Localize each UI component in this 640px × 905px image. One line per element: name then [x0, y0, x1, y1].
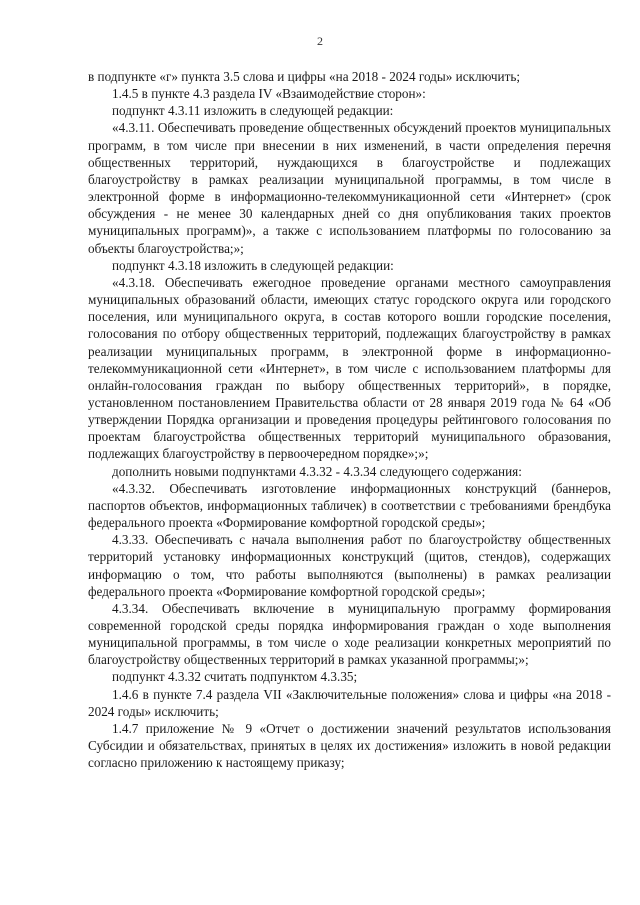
paragraph-4-3-34-text: 4.3.34. Обеспечивать включение в муниципальную программу формирования современной городской среды порядка информирования граждан о ходе выполнения муниципальной программы, в том числе о ходе реализации конкретных мероприятий по благоустройству общественных территорий в рамках указанной программы;»;: [88, 600, 611, 668]
paragraph-4-3-33-text: 4.3.33. Обеспечивать с начала выполнения работ по благоустройству общественных территорий установку информационных конструкций (щитов, стендов), содержащих информацию о том, что работы выполняются (выполнены) в рамках реализации федерального проекта «Формирование комфортной городской среды»;: [88, 532, 611, 599]
paragraph-1-4-5: 1.4.5 в пункте 4.3 раздела IV «Взаимодействие сторон»:: [112, 86, 426, 102]
document-body: [88, 68, 611, 771]
paragraph-4-3-32-text: «4.3.32. Обеспечивать изготовление информационных конструкций (баннеров, паспортов объектов, информационных табличек) в соответствии с требованиями брендбука федерального проекта «Формирование комфортной городской среды»;: [88, 480, 611, 531]
paragraph-new-subclauses-intro: дополнить новыми подпунктами 4.3.32 - 4.3.34 следующего содержания:: [112, 463, 522, 479]
page-number: 2: [317, 34, 323, 48]
paragraph-4-3-18-text: «4.3.18. Обеспечивать ежегодное проведение органами местного самоуправления муниципальных образований области, имеющих статус городского округа или городского поселения, или муниципального округа, в состав которого вошли городские поселения, голосования по отбору общественных территорий, подлежащих благоустройству в рамках реализации муниципальных программ, в электронной форме в информационно-телекоммуникационной сети «Интернет», в том числе с использованием платформы для онлайн-голосования граждан по выбору общественных территорий», в порядке, установленном постановлением Правительства области от 28 января 2019 года № 64 «Об утверждении Порядка организации и проведения процедуры рейтингового голосования по проектам благоустройства общественных территорий муниципального образования, подлежащих благоустройству в первоочередном порядке»;»;: [88, 274, 611, 462]
paragraph-4-3-11-intro: подпункт 4.3.11 изложить в следующей редакции:: [112, 103, 394, 119]
paragraph-1-4-7: 1.4.7 приложение № 9 «Отчет о достижении значений результатов использования Субсидии и обязательствах, принятых в целях их достижения» изложить в новой редакции согласно приложению к настоящему приказу;: [88, 720, 611, 771]
paragraph-4-3-18-intro: подпункт 4.3.18 изложить в следующей редакции:: [112, 257, 394, 273]
paragraph-clause-3-5: в подпункте «г» пункта 3.5 слова и цифры «на 2018 - 2024 годы» исключить;: [88, 69, 521, 84]
paragraph-4-3-11-text: «4.3.11. Обеспечивать проведение общественных обсуждений проектов муниципальных программ, в том числе при внесении в них изменений, в части определения перечня общественных территорий, нуждающихся в благоустройстве и подлежащих благоустройству в рамках реализации муниципальной программы, в том числе в электронной форме в информационно-телекоммуникационной сети «Интернет» (срок обсуждения - не менее 30 календарных дней со дня опубликования таких проектов муниципальных программ)», а также с использованием платформы по голосованию за объекты благоустройства;»;: [88, 120, 611, 256]
paragraph-renumber-4-3-32: подпункт 4.3.32 считать подпунктом 4.3.35;: [112, 669, 358, 685]
paragraph-1-4-6: 1.4.6 в пункте 7.4 раздела VII «Заключительные положения» слова и цифры «на 2018 - 2024 годы» исключить;: [88, 686, 611, 719]
